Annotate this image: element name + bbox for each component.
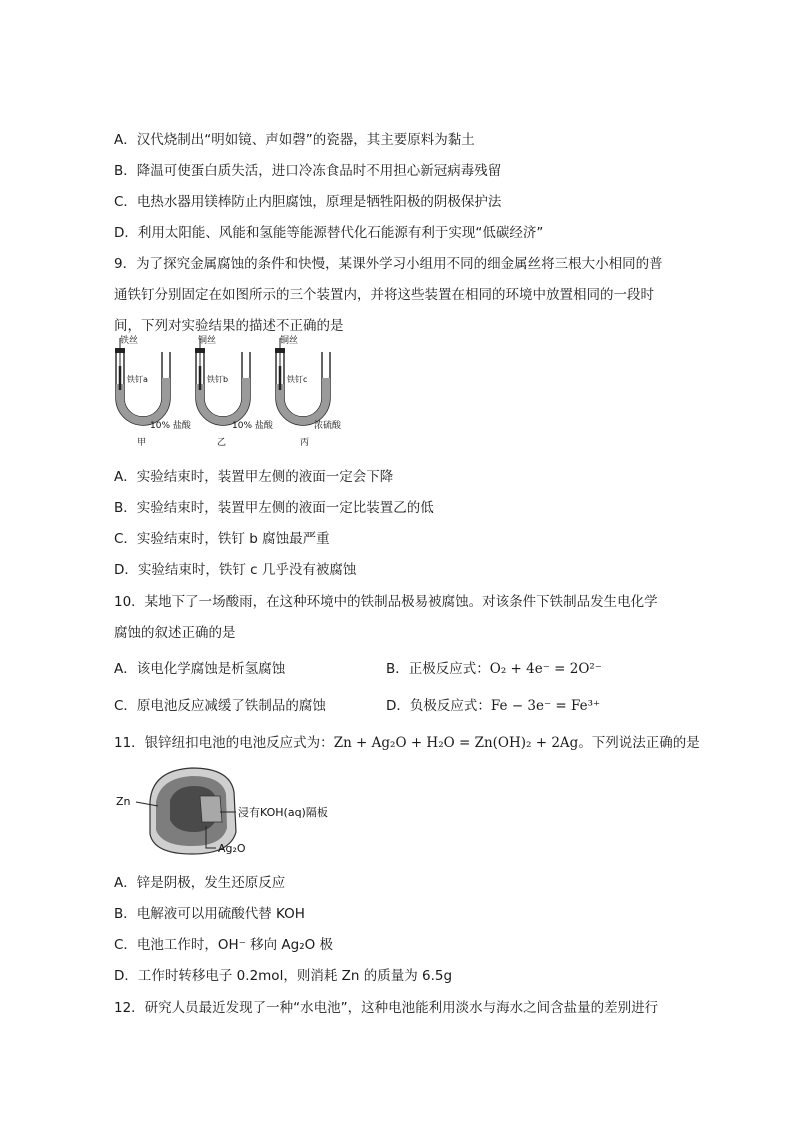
q9-stem-line3: 间，下列对实验结果的描述不正确的是 bbox=[114, 318, 344, 334]
caption-jia: 甲 bbox=[137, 438, 147, 448]
q11-option-d: D．工作时转移电子 0.2mol，则消耗 Zn 的质量为 6.5g bbox=[114, 968, 453, 984]
caption-bing: 丙 bbox=[300, 438, 310, 448]
q10-option-b-equation: O₂ + 4e⁻ = 2O²⁻ bbox=[489, 661, 602, 677]
solution-label-b: 10% 盐酸 bbox=[232, 421, 273, 431]
ag2o-label: Ag₂O bbox=[218, 842, 246, 855]
q8-option-d: D．利用太阳能、风能和氢能等能源替代化石能源有利于实现“低碳经济” bbox=[114, 225, 544, 241]
q8-option-c: C．电热水器用镁棒防止内胆腐蚀，原理是牺牲阳极的阴极保护法 bbox=[114, 194, 502, 210]
wire-label-a: 铁丝 bbox=[120, 336, 139, 346]
q11-stem bbox=[114, 734, 700, 752]
q12-stem-line1: 12．研究人员最近发现了一种“水电池”，这种电池能利用淡水与海水之间含盐量的差别进行 bbox=[114, 1000, 659, 1016]
q10-stem-line1: 10．某地下了一场酸雨，在这种环境中的铁制品极易被腐蚀。对该条件下铁制品发生电化学 bbox=[114, 594, 658, 610]
q11-option-b: B．电解液可以用硫酸代替 KOH bbox=[114, 906, 305, 922]
q10-option-c: C．原电池反应减缓了铁制品的腐蚀 bbox=[114, 698, 326, 714]
q10-stem-line2: 腐蚀的叙述正确的是 bbox=[114, 625, 236, 641]
q11-stem-prefix: 11．银锌纽扣电池的电池反应式为： bbox=[114, 735, 334, 751]
q9-stem-line1: 9．为了探究金属腐蚀的条件和快慢，某课外学习小组用不同的细金属丝将三根大小相同的普 bbox=[114, 256, 663, 272]
q9-option-c: C．实验结束时，铁钉 b 腐蚀最严重 bbox=[114, 531, 330, 547]
nail-label-b: 铁钉b bbox=[207, 375, 229, 384]
q10-option-d-equation: Fe − 3e⁻ = Fe³⁺ bbox=[490, 698, 601, 714]
q9-option-b: B．实验结束时，装置甲左侧的液面一定比装置乙的低 bbox=[114, 500, 434, 516]
nail-label-a: 铁钉a bbox=[127, 375, 148, 384]
cell-separator bbox=[200, 796, 222, 822]
q9-u-tube-figure bbox=[100, 330, 370, 450]
q10-option-b-label: B．正极反应式： bbox=[386, 661, 490, 677]
q11-button-cell-figure bbox=[112, 762, 362, 862]
q10-option-b bbox=[386, 660, 602, 678]
wire-label-c: 铜丝 bbox=[280, 336, 299, 346]
nail-label-c: 铁钉c bbox=[287, 375, 308, 384]
solution-label-a: 10% 盐酸 bbox=[150, 421, 191, 431]
q9-stem-line2: 通铁钉分别固定在如图所示的三个装置内，并将这些装置在相同的环境中放置相同的一段时 bbox=[114, 287, 654, 303]
solution-label-c: 浓硫酸 bbox=[314, 421, 342, 431]
q9-option-d: D．实验结束时，铁钉 c 几乎没有被腐蚀 bbox=[114, 562, 357, 578]
q8-option-a: A．汉代烧制出“明如镜、声如磬”的瓷器，其主要原料为黏土 bbox=[114, 132, 475, 148]
q11-stem-equation: Zn + Ag₂O + H₂O = Zn(OH)₂ + 2Ag bbox=[333, 735, 579, 751]
separator-label: 浸有KOH(aq)隔板 bbox=[238, 806, 328, 819]
q11-option-a: A．锌是阴极，发生还原反应 bbox=[114, 875, 286, 891]
caption-yi: 乙 bbox=[217, 438, 227, 448]
q11-option-c: C．电池工作时，OH⁻ 移向 Ag₂O 极 bbox=[114, 937, 334, 953]
q10-option-a: A．该电化学腐蚀是析氢腐蚀 bbox=[114, 661, 286, 677]
zn-label: Zn bbox=[116, 795, 131, 808]
q8-option-b: B．降温可使蛋白质失活，进口冷冻食品时不用担心新冠病毒残留 bbox=[114, 163, 502, 179]
q10-option-d-label: D．负极反应式： bbox=[386, 698, 491, 714]
q10-option-d bbox=[386, 697, 600, 715]
wire-label-b: 铜丝 bbox=[198, 336, 217, 346]
q9-option-a: A．实验结束时，装置甲左侧的液面一定会下降 bbox=[114, 469, 394, 485]
q11-stem-suffix: 。下列说法正确的是 bbox=[578, 735, 700, 751]
